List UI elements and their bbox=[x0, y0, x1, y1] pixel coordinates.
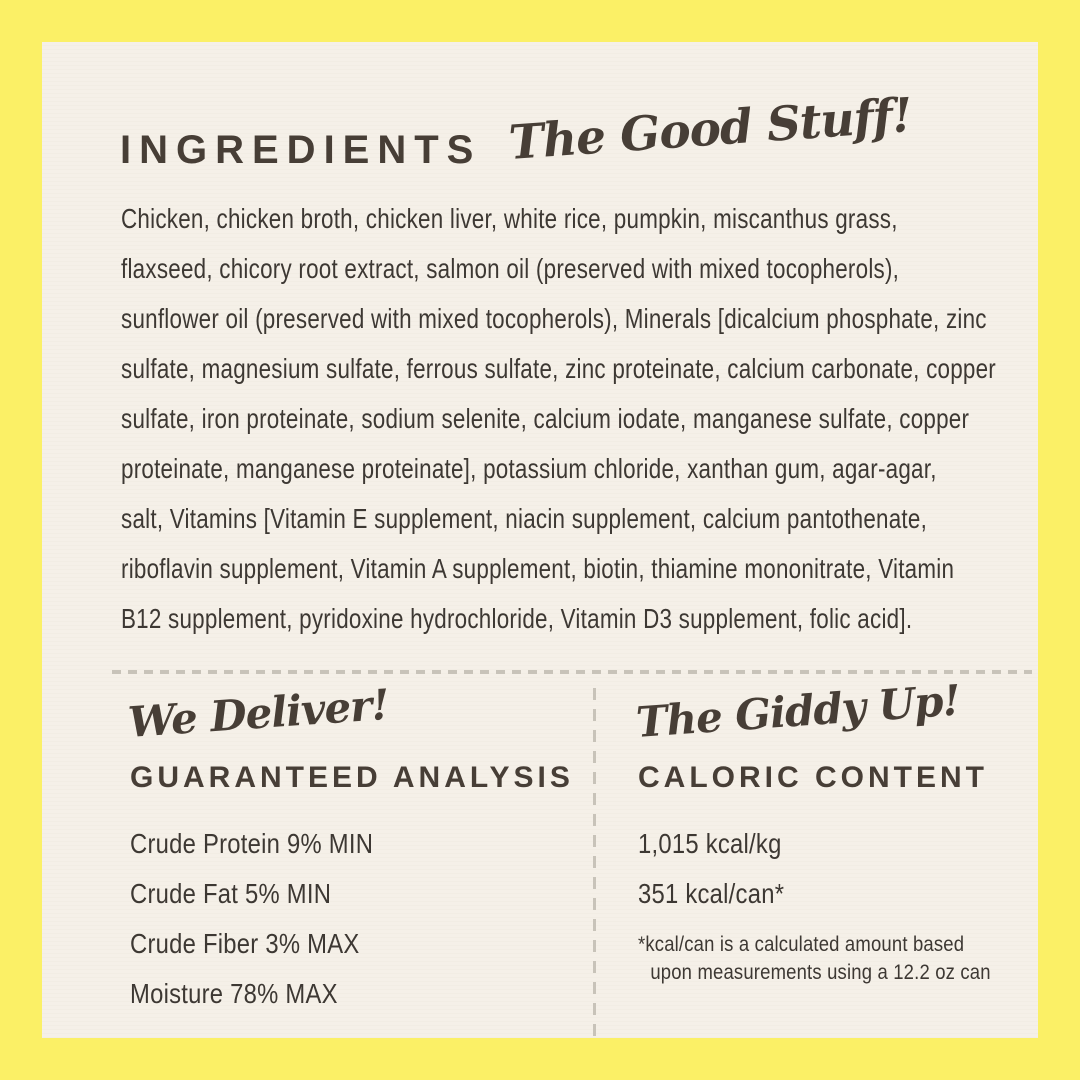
analysis-item: Moisture 78% MAX bbox=[130, 978, 338, 1009]
horizontal-dashed-divider bbox=[112, 670, 1032, 674]
analysis-item: Crude Protein 9% MIN bbox=[130, 828, 374, 859]
guaranteed-analysis-section bbox=[126, 679, 574, 1019]
ingredients-line: flaxseed, chicory root extract, salmon oil (preserved with mixed tocopherols), bbox=[121, 253, 900, 284]
label-panel bbox=[42, 42, 1038, 1038]
caloric-value: 351 kcal/can* bbox=[638, 878, 785, 909]
analysis-item: Crude Fiber 3% MAX bbox=[130, 928, 360, 959]
ingredients-line: salt, Vitamins [Vitamin E supplement, niacin supplement, calcium pantothenate, bbox=[121, 503, 928, 534]
ingredients-line: sulfate, iron proteinate, sodium selenite, calcium iodate, manganese sulfate, copper bbox=[121, 403, 970, 434]
ingredients-line: Chicken, chicken broth, chicken liver, white rice, pumpkin, miscanthus grass, bbox=[121, 203, 898, 234]
caloric-tagline: The Giddy Up! bbox=[634, 675, 962, 747]
caloric-values bbox=[638, 819, 978, 919]
ingredients-title: INGREDIENTS bbox=[120, 128, 482, 172]
caloric-footnote-line: upon measurements using a 12.2 oz can bbox=[650, 961, 991, 984]
ingredients-line: riboflavin supplement, Vitamin A supplement, biotin, thiamine mononitrate, Vitamin bbox=[121, 553, 955, 584]
vertical-dashed-divider bbox=[593, 688, 596, 1040]
caloric-title: CALORIC CONTENT bbox=[638, 761, 988, 794]
ingredients-list bbox=[121, 194, 996, 644]
analysis-items bbox=[130, 819, 496, 1019]
caloric-value: 1,015 kcal/kg bbox=[638, 828, 782, 859]
ingredients-line: proteinate, manganese proteinate], potassium chloride, xanthan gum, agar-agar, bbox=[121, 453, 937, 484]
analysis-item: Crude Fat 5% MIN bbox=[130, 878, 332, 909]
ingredients-header bbox=[120, 87, 915, 173]
ingredients-line: sunflower oil (preserved with mixed tocopherols), Minerals [dicalcium phosphate, zinc bbox=[121, 303, 987, 334]
caloric-footnote-line: *kcal/can is a calculated amount based bbox=[638, 933, 965, 956]
ingredients-tagline: The Good Stuff! bbox=[507, 87, 914, 171]
ingredients-line: B12 supplement, pyridoxine hydrochloride, Vitamin D3 supplement, folic acid]. bbox=[121, 603, 913, 634]
caloric-content-section bbox=[634, 675, 1038, 987]
ingredients-line: sulfate, magnesium sulfate, ferrous sulfate, zinc proteinate, calcium carbonate, copper bbox=[121, 353, 997, 384]
caloric-footnote bbox=[638, 931, 990, 987]
analysis-tagline: We Deliver! bbox=[126, 679, 391, 747]
analysis-title: GUARANTEED ANALYSIS bbox=[130, 761, 574, 794]
